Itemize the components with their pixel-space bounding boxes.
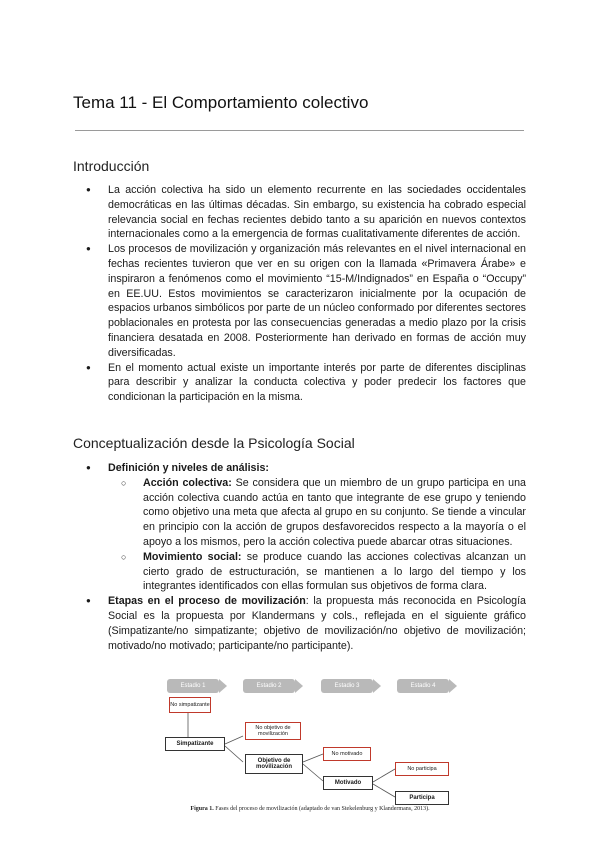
- caption-label: Figura 1.: [190, 806, 214, 812]
- box-no-simpatizante: No simpatizante: [169, 697, 211, 713]
- stage-label: Estadio 2: [243, 679, 295, 693]
- document-title: Tema 11 - El Comportamiento colectivo: [73, 93, 369, 112]
- sub-bullet: [143, 550, 526, 594]
- section-heading-introduccion: Introducción: [73, 158, 150, 174]
- caption-text: Fases del proceso de movilización (adaptado de van Stekelenburg y Klandermans, 2013).: [213, 806, 430, 812]
- connector-line: [225, 736, 243, 744]
- box-participa: Participa: [395, 791, 449, 805]
- term-definition: Se considera que un miembro de un grupo participa en una acción colectiva cuando actúa en tanto que integrante de ese grupo y teniendo como objetivo una meta que afecta al grupo en su conjunto. Se tiende a vincular en principio con la acción de grupos desfavorecidos respecto a la mayoría o el apoyo a los mismos, pero la acción colectiva puede abarcar otras situaciones.: [143, 476, 526, 548]
- connector-line: [303, 764, 323, 781]
- figure-caption: [160, 805, 460, 813]
- term-label: Movimiento social:: [143, 550, 242, 563]
- concept-bullet-list: [108, 461, 526, 653]
- title-divider: [75, 130, 524, 131]
- connector-line: [373, 769, 395, 782]
- connector-line: [225, 746, 243, 762]
- box-no-motivado: No motivado: [323, 747, 371, 761]
- term-label: Acción colectiva:: [143, 476, 232, 489]
- sub-bullet-list: [108, 476, 526, 594]
- connector-line: [303, 754, 323, 762]
- mobilization-diagram: [163, 679, 463, 804]
- term-definition: : la propuesta más reconocida en Psicología Social es la propuesta por Klandermans y cols., reflejada en el siguiente gráfico (Simpatizante/no simpatizante; objetivo de movilización/no objetivo de movilización; motivado/no motivado; participante/no participante).: [108, 595, 526, 652]
- intro-bullet: ● La acción colectiva ha sido un elemento recurrente en las sociedades occidentales democráticas en las últimas décadas. Sin embargo, su existencia ha cobrado especial relevancia social en fechas recientes debido tanto a su aparición en nuevos contextos internacionales como a la emergencia de formas cualitativamente diferentes de acción.: [108, 183, 526, 242]
- box-simpatizante: Simpatizante: [165, 737, 225, 751]
- term-definition: se produce cuando las acciones colectivas alcanzan un cierto grado de estructuración, se mantienen a lo largo del tiempo y los integrantes identificados con ellas formulan sus objetivos de forma clara.: [143, 550, 526, 593]
- intro-bullet: ● En el momento actual existe un importante interés por parte de diferentes disciplinas para describir y analizar la conducta colectiva y poder predecir los factores que condicionan la participación en la misma.: [108, 361, 526, 405]
- stage-label: Estadio 1: [167, 679, 219, 693]
- bullet-title: Definición y niveles de análisis:: [108, 462, 269, 474]
- box-no-objetivo: No objetivo de movilización: [245, 722, 301, 740]
- sub-bullet: [143, 476, 526, 550]
- concept-bullet: [108, 594, 526, 653]
- stage-label: Estadio 4: [397, 679, 449, 693]
- box-motivado: Motivado: [323, 776, 373, 790]
- section-heading-conceptualizacion: Conceptualización desde la Psicología Social: [73, 435, 355, 451]
- connector-line: [373, 784, 395, 797]
- intro-bullet-list: [108, 183, 526, 405]
- box-objetivo: Objetivo de movilización: [245, 754, 303, 774]
- intro-bullet: ● Los procesos de movilización y organización más relevantes en el nivel internacional en fechas recientes tuvieron que ver en su origen con la llamada «Primavera Árabe» e inspiraron a fenómenos como el movimiento “15-M/Indignados” en España o “Occupy” en EE.UU. Estos movimientos se caracterizaron inicialmente por la ocupación de espacios urbanos simbólicos por parte de un núcleo conformado por diferentes sectores poblacionales en protesta por las consecuencias generadas a medio plazo por la crisis financiera desatada en 2008. Posteriormente han derivado en formas de acción muy diversificadas.: [108, 242, 526, 360]
- stage-label: Estadio 3: [321, 679, 373, 693]
- box-no-participa: No participa: [395, 762, 449, 776]
- concept-bullet: [108, 461, 526, 594]
- term-label: Etapas en el proceso de movilización: [108, 595, 306, 608]
